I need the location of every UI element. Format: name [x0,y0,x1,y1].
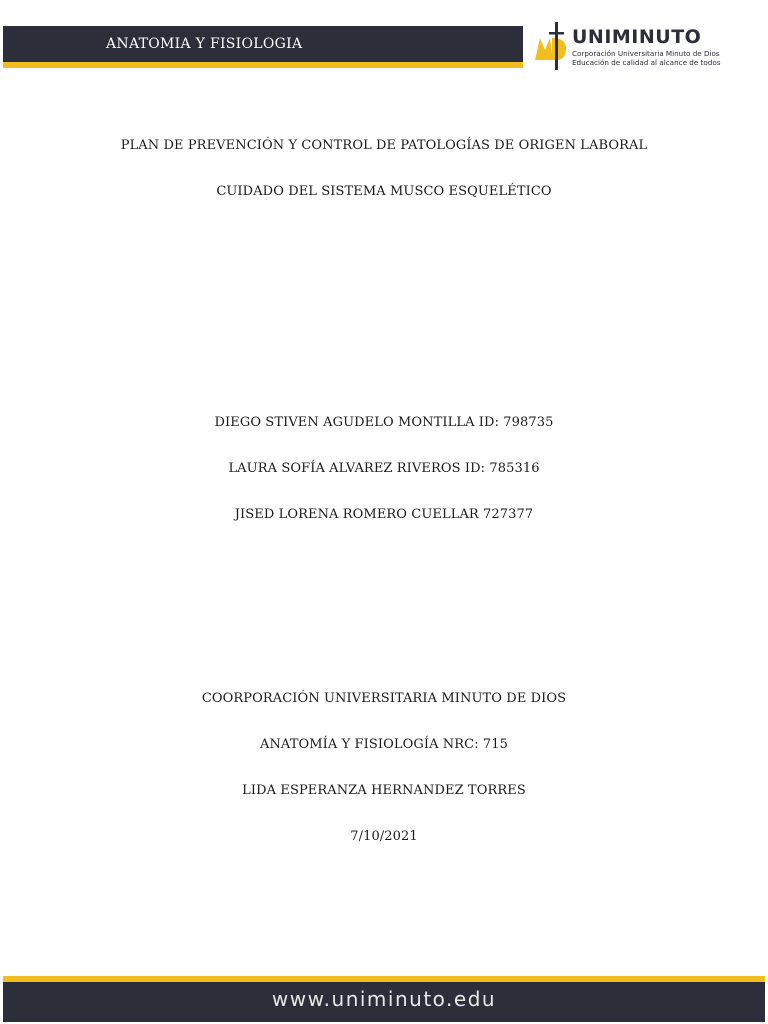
document-title: PLAN DE PREVENCIÓN Y CONTROL DE PATOLOGÍAS DE ORIGEN LABORAL [120,138,648,153]
logo-tagline-2: Educación de calidad al alcance de todos [572,58,721,67]
author-3: JISED LORENA ROMERO CUELLAR 727377 [234,507,534,522]
institution-name: COORPORACIÓN UNIVERSITARIA MINUTO DE DIOS [201,691,567,706]
header-accent-stripe [3,62,523,68]
teacher-name: LIDA ESPERANZA HERNANDEZ TORRES [242,783,526,798]
author-2: LAURA SOFÍA ALVAREZ RIVEROS ID: 785316 [228,461,540,476]
header-title: ANATOMIA Y FISIOLOGIA [106,36,303,52]
author-1: DIEGO STIVEN AGUDELO MONTILLA ID: 798735 [214,415,554,430]
document-date: 7/10/2021 [350,829,418,844]
logo-tagline-1: Corporación Universitaria Minuto de Dios [572,49,720,58]
uniminuto-logo [532,20,738,72]
course-name: ANATOMÍA Y FISIOLOGÍA NRC: 715 [259,737,509,752]
footer-url: www.uniminuto.edu [271,987,497,1011]
document-subtitle: CUIDADO DEL SISTEMA MUSCO ESQUELÉTICO [216,184,552,199]
logo-name: UNIMINUTO [572,26,702,48]
md-logo-icon [532,20,572,72]
